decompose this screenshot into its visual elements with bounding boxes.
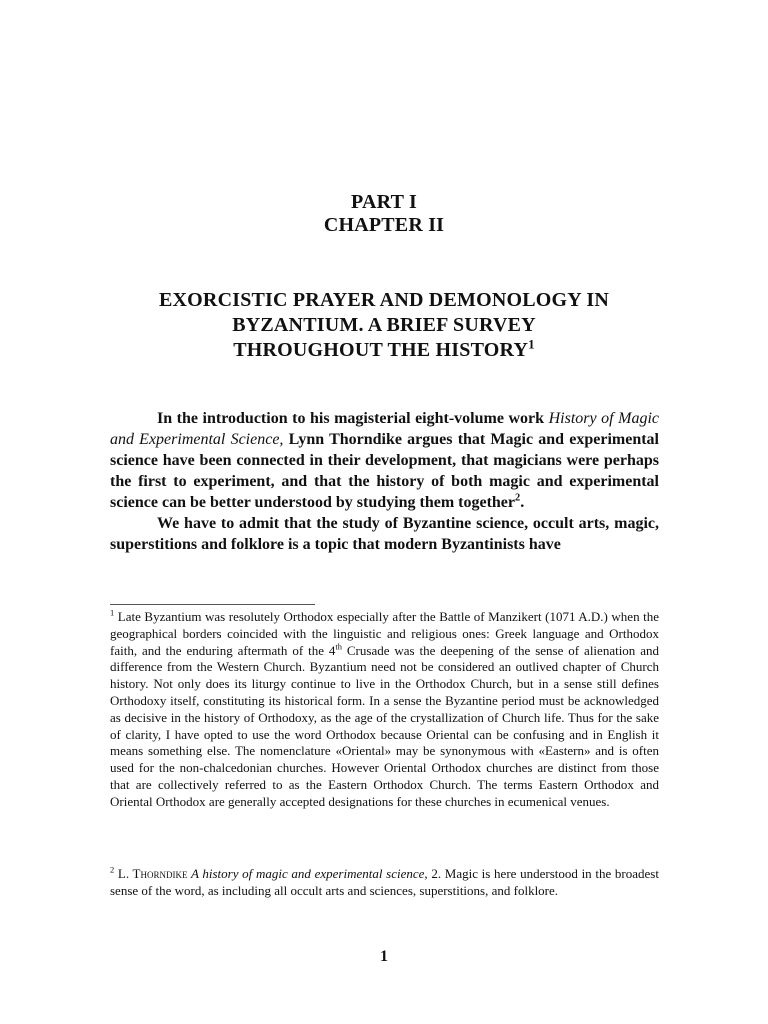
footnote-text: 2. Magic is here understood in the broadest sense of the word, as including all occult arts and sciences, superstitions, and folklore. (110, 866, 659, 898)
footnote-mark: 1 (110, 607, 115, 618)
page-number: 1 (380, 948, 388, 965)
author-name: L. Thorndike (114, 866, 188, 881)
chapter-title-line: EXORCISTIC PRAYER AND DEMONOLOGY IN (158, 289, 610, 311)
footnote-ref: 1 (528, 336, 535, 352)
paragraph-text: In the introduction to his magisterial eight-volume work (157, 410, 549, 427)
paragraph-text: . (520, 494, 525, 511)
chapter-title-text: THROUGHOUT THE HISTORY (233, 339, 529, 361)
work-title: A history of magic and experimental science, (187, 866, 428, 881)
footnote-1 (110, 609, 659, 811)
chapter-title-line: BYZANTIUM. A BRIEF SURVEY (232, 314, 536, 336)
footnote-text: Late Byzantium was resolutely Orthodox especially after the Battle of Manzikert (1071 A.D.) when the geographical borders coincided with the linguistic and religious ones: Greek language and Orthodox faith, and the enduring aftermath of the 4 (110, 609, 659, 658)
paragraph-text: Lynn Thorndike argues that Magic and experimental science have been connected in their development, that magicians were perhaps the first to experiment, and that the history of both magic and experimental science can be better understood by studying them together (110, 431, 659, 511)
footnote-mark: 2 (110, 864, 115, 875)
work-title: History of Magic and Experimental Science, (110, 410, 659, 448)
footnote-2 (110, 866, 659, 900)
body-text (110, 408, 659, 555)
chapter-title (0, 288, 768, 363)
paragraph-1 (110, 408, 659, 513)
footnote-separator (110, 604, 315, 605)
paragraph-2: We have to admit that the study of Byzantine science, occult arts, magic, superstitions and folklore is a topic that modern Byzantinists have (110, 515, 659, 553)
chapter-title-line (0, 338, 768, 363)
part-heading: PART I (351, 191, 417, 213)
footnote-text: Crusade was the deepening of the sense of alienation and difference from the Western Church. Byzantium need not be considered an outlived chapter of Church history. Not only does its liturgy continue to live in the Orthodox Church, but in a sense still defines Orthodoxy itself, constituting its historical form. In a sense the Byzantine period must be acknowledged as decisive in the history of Orthodoxy, as the age of the crystallization of Church life. Thus for the sake of clarity, I have opted to use the word Orthodox because Oriental can be confusing and in English it means something else. The nomenclature «Oriental» may be synonymous with «Eastern» and is often used for the non-chalcedonian churches. However Oriental Orthodox churches are distinct from those that are collectively referred to as the Eastern Orthodox Church. The terms Eastern Orthodox and Oriental Orthodox are generally accepted designations for these churches in ecumenical venues. (110, 642, 659, 809)
chapter-heading: CHAPTER II (323, 214, 445, 236)
ordinal-suffix: th (335, 641, 342, 652)
footnote-ref: 2 (515, 492, 521, 504)
